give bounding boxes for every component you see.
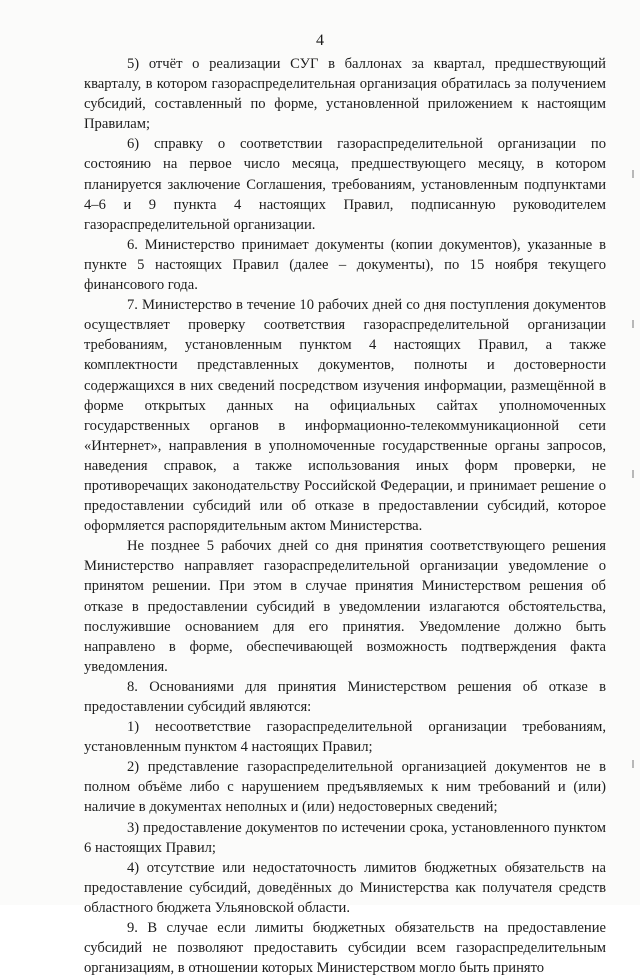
paragraph-refusal-ground-3: 3) предоставление документов по истечении срока, установленного пунктом 6 настоящих Правил; — [84, 819, 606, 856]
paragraph-clause-6: 6. Министерство принимает документы (копии документов), указанные в пункте 5 настоящих Правил (далее – документы), по 15 ноября текущего финансового года. — [84, 236, 606, 294]
paragraph-clause-9: 9. В случае если лимиты бюджетных обязательств на предоставление субсидий не позволяют предоставить субсидии всем газораспределительным организациям, в отношении которых Министерством могло быть принято — [84, 920, 606, 977]
paragraph-item-5-report: 5) отчёт о реализации СУГ в баллонах за квартал, предшествующий кварталу, в котором газораспределительная организация обратилась за получением субсидий, составленный по форме, установленной приложением к настоящим Правилам; — [84, 56, 606, 133]
scan-edge-mark — [632, 170, 634, 178]
paragraph-refusal-ground-4: 4) отсутствие или недостаточность лимитов бюджетных обязательств на предоставление субсидий, доведённых до Министерства как получателя средств областного бюджета Ульяновской области. — [84, 859, 606, 916]
page-number: 4 — [316, 32, 324, 49]
paragraph-notification: Не позднее 5 рабочих дней со дня принятия соответствующего решения Министерство направляет газораспределительной организации уведомление о принятом решении. При этом в случае принятия Министерством решения об отказе в предоставлении субсидий в уведомлении излагаются обстоятельства, послужившие основанием для его принятия. Уведомление должно быть направлено в форме, обеспечивающей возможность подтверждения факта уведомления. — [84, 538, 606, 675]
paragraph-refusal-ground-2: 2) представление газораспределительной организацией документов не в полном объёме либо с нарушением предъявляемых к ним требований и (или) наличие в документах неполных и (или) недостоверных сведений; — [84, 759, 606, 816]
paragraph-item-6-certificate: 6) справку о соответствии газораспределительной организации по состоянию на первое число месяца, предшествующего месяцу, в котором планируется заключение Соглашения, требованиям, установленным подпунктами 4–6 и 9 пункта 4 настоящих Правил, подписанную руководителем газораспределительной организации. — [84, 136, 606, 233]
paragraph-clause-7: 7. Министерство в течение 10 рабочих дней со дня поступления документов осуществляет проверку соответствия газораспределительной организации требованиям, установленным пунктом 4 настоящих Правил, а также комплектности представленных документов, полноты и достоверности содержащихся в них сведений посредством изучения информации, размещённой в форме открытых данных на официальных сайтах уполномоченных государственных органов в информационно-телекоммуникационной сети «Интернет», направления в уполномоченные государственные органы запросов, наведения справок, а также использования иных форм проверки, не противоречащих законодательству Российской Федерации, и принимает решение о предоставлении субсидий или об отказе в предоставлении субсидий, которое оформляется распорядительным актом Министерства. — [84, 297, 606, 535]
paragraph-refusal-ground-1: 1) несоответствие газораспределительной организации требованиям, установленным пунктом 4 настоящих Правил; — [84, 719, 606, 756]
paragraph-clause-8: 8. Основаниями для принятия Министерством решения об отказе в предоставлении субсидий являются: — [84, 678, 606, 715]
scan-edge-mark — [632, 760, 634, 768]
document-body — [84, 54, 606, 978]
scan-edge-mark — [632, 320, 634, 328]
scan-edge-mark — [632, 470, 634, 478]
